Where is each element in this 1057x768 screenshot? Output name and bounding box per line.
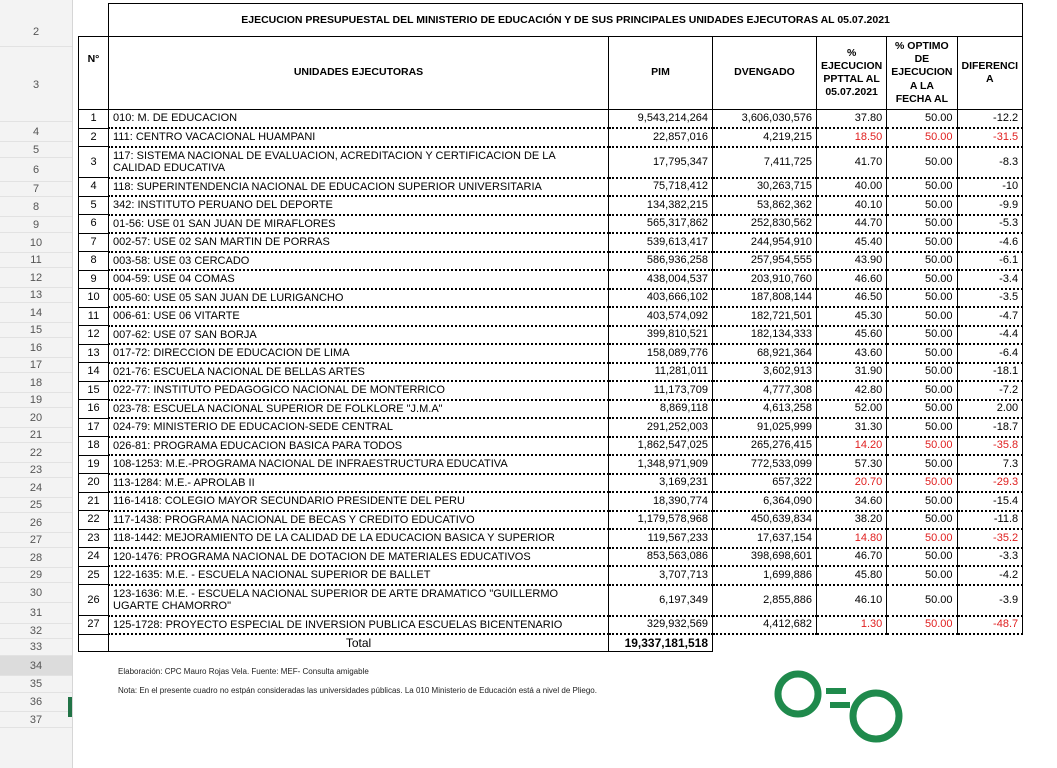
header-pct-optimo: % OPTIMO DE EJECUCION A LA FECHA AL: [887, 37, 957, 110]
pct-optimo-cell[interactable]: 50.00: [887, 511, 957, 530]
pct-ejecucion-cell[interactable]: 46.60: [817, 270, 887, 289]
row-number-cell[interactable]: 2: [79, 128, 109, 147]
pct-optimo-cell[interactable]: 50.00: [887, 585, 957, 616]
row-number-cell[interactable]: 24: [79, 548, 109, 567]
devengado-cell[interactable]: 4,777,308: [713, 381, 817, 400]
table-row: [79, 548, 1023, 567]
unit-name-cell[interactable]: 017-72: DIRECCION DE EDUCACION DE LIMA: [109, 344, 609, 363]
diferencia-cell[interactable]: -4.6: [957, 233, 1023, 252]
unit-name-cell[interactable]: 125-1728: PROYECTO ESPECIAL DE INVERSION PUBLICA ESCUELAS BICENTENARIO: [109, 616, 609, 635]
row-number[interactable]: 11: [0, 253, 72, 268]
diferencia-cell[interactable]: -35.8: [957, 437, 1023, 456]
devengado-cell[interactable]: 187,808,144: [713, 289, 817, 308]
row-number[interactable]: 20: [0, 408, 72, 428]
row-number-cell[interactable]: 18: [79, 437, 109, 456]
pct-ejecucion-cell[interactable]: 31.90: [817, 363, 887, 382]
row-number[interactable]: 15: [0, 323, 72, 338]
row-number[interactable]: 9: [0, 217, 72, 233]
devengado-cell[interactable]: 657,322: [713, 474, 817, 493]
total-label: Total: [109, 634, 609, 651]
total-blank-dev: [713, 634, 817, 651]
pim-cell[interactable]: 22,857,016: [609, 128, 713, 147]
row-number-cell[interactable]: 10: [79, 289, 109, 308]
pim-cell[interactable]: 438,004,537: [609, 270, 713, 289]
pim-cell[interactable]: 6,197,349: [609, 585, 713, 616]
pct-ejecucion-cell[interactable]: 46.10: [817, 585, 887, 616]
pct-optimo-cell[interactable]: 50.00: [887, 616, 957, 635]
row-number-cell[interactable]: 1: [79, 110, 109, 129]
table-row: [79, 252, 1023, 271]
pct-optimo-cell[interactable]: 50.00: [887, 233, 957, 252]
pct-ejecucion-cell[interactable]: 31.30: [817, 418, 887, 437]
pim-cell[interactable]: 586,936,258: [609, 252, 713, 271]
pct-optimo-cell[interactable]: 50.00: [887, 270, 957, 289]
pct-optimo-cell[interactable]: 50.00: [887, 418, 957, 437]
pct-optimo-cell[interactable]: 50.00: [887, 381, 957, 400]
pim-cell[interactable]: 539,613,417: [609, 233, 713, 252]
row-number-cell[interactable]: 9: [79, 270, 109, 289]
diferencia-cell[interactable]: -4.4: [957, 326, 1023, 345]
unit-name-cell[interactable]: 108-1253: M.E.-PROGRAMA NACIONAL DE INFRAESTRUCTURA EDUCATIVA: [109, 455, 609, 474]
devengado-cell[interactable]: 182,721,501: [713, 307, 817, 326]
pct-ejecucion-cell[interactable]: 43.90: [817, 252, 887, 271]
diferencia-cell[interactable]: -3.4: [957, 270, 1023, 289]
unit-name-cell[interactable]: 006-61: USE 06 VITARTE: [109, 307, 609, 326]
budget-table: [78, 3, 1023, 652]
pct-ejecucion-cell[interactable]: 45.40: [817, 233, 887, 252]
pim-cell[interactable]: 17,795,347: [609, 147, 713, 178]
row-number-cell[interactable]: 20: [79, 474, 109, 493]
diferencia-cell[interactable]: -48.7: [957, 616, 1023, 635]
pim-cell[interactable]: 1,179,578,968: [609, 511, 713, 530]
table-row: [79, 178, 1023, 197]
devengado-cell[interactable]: 398,698,601: [713, 548, 817, 567]
total-pim: 19,337,181,518: [609, 634, 713, 651]
unit-name-cell[interactable]: 024-79: MINISTERIO DE EDUCACION-SEDE CENTRAL: [109, 418, 609, 437]
table-row: [79, 289, 1023, 308]
pct-ejecucion-cell[interactable]: 44.70: [817, 215, 887, 234]
table-row: [79, 110, 1023, 129]
header-unidades: UNIDADES EJECUTORAS: [109, 37, 609, 110]
unit-name-cell[interactable]: 022-77: INSTITUTO PEDAGOGICO NACIONAL DE MONTERRICO: [109, 381, 609, 400]
row-number-cell[interactable]: 13: [79, 344, 109, 363]
row-number[interactable]: 21: [0, 428, 72, 443]
table-row: [79, 616, 1023, 635]
unit-name-cell[interactable]: 122-1635: M.E. - ESCUELA NACIONAL SUPERIOR DE BALLET: [109, 566, 609, 585]
devengado-cell[interactable]: 53,862,362: [713, 196, 817, 215]
row-number[interactable]: 12: [0, 268, 72, 288]
pct-ejecucion-cell[interactable]: 45.80: [817, 566, 887, 585]
devengado-cell[interactable]: 91,025,999: [713, 418, 817, 437]
unit-name-cell[interactable]: 111: CENTRO VACACIONAL HUAMPANI: [109, 128, 609, 147]
diferencia-cell[interactable]: -3.3: [957, 548, 1023, 567]
pim-cell[interactable]: 119,567,233: [609, 529, 713, 548]
pct-optimo-cell[interactable]: 50.00: [887, 289, 957, 308]
table-row: [79, 474, 1023, 493]
pim-cell[interactable]: 158,089,776: [609, 344, 713, 363]
row-number-cell[interactable]: 11: [79, 307, 109, 326]
table-row: [79, 215, 1023, 234]
row-number[interactable]: 29: [0, 568, 72, 583]
unit-name-cell[interactable]: 023-78: ESCUELA NACIONAL SUPERIOR DE FOLKLORE "J.M.A": [109, 400, 609, 419]
pim-cell[interactable]: 3,169,231: [609, 474, 713, 493]
devengado-cell[interactable]: 30,263,715: [713, 178, 817, 197]
pct-optimo-cell[interactable]: 50.00: [887, 110, 957, 129]
diferencia-cell[interactable]: -29.3: [957, 474, 1023, 493]
pct-optimo-cell[interactable]: 50.00: [887, 529, 957, 548]
unit-name-cell[interactable]: 01-56: USE 01 SAN JUAN DE MIRAFLORES: [109, 215, 609, 234]
header-diferencia: DIFERENCI A: [957, 37, 1023, 110]
unit-name-cell[interactable]: 007-62: USE 07 SAN BORJA: [109, 326, 609, 345]
table-row: [79, 344, 1023, 363]
devengado-cell[interactable]: 244,954,910: [713, 233, 817, 252]
unit-name-cell[interactable]: 003-58: USE 03 CERCADO: [109, 252, 609, 271]
pim-cell[interactable]: 11,173,709: [609, 381, 713, 400]
row-number[interactable]: 34: [0, 656, 72, 676]
diferencia-cell[interactable]: -4.7: [957, 307, 1023, 326]
row-number[interactable]: 7: [0, 182, 72, 197]
row-number[interactable]: 6: [0, 158, 72, 182]
pct-ejecucion-cell[interactable]: 18.50: [817, 128, 887, 147]
pim-cell[interactable]: 291,252,003: [609, 418, 713, 437]
pct-optimo-cell[interactable]: 50.00: [887, 455, 957, 474]
table-row: [79, 128, 1023, 147]
devengado-cell[interactable]: 17,637,154: [713, 529, 817, 548]
row-number-cell[interactable]: 19: [79, 455, 109, 474]
diferencia-cell[interactable]: -4.2: [957, 566, 1023, 585]
pim-cell[interactable]: 134,382,215: [609, 196, 713, 215]
table-row: [79, 363, 1023, 382]
total-blank: [79, 634, 109, 651]
pim-cell[interactable]: 403,574,092: [609, 307, 713, 326]
pim-cell[interactable]: 329,932,569: [609, 616, 713, 635]
table-row: [79, 492, 1023, 511]
diferencia-cell[interactable]: -10: [957, 178, 1023, 197]
row-number[interactable]: 33: [0, 639, 72, 656]
table-row: [79, 307, 1023, 326]
pct-ejecucion-cell[interactable]: 40.10: [817, 196, 887, 215]
pim-cell[interactable]: 9,543,214,264: [609, 110, 713, 129]
pct-optimo-cell[interactable]: 50.00: [887, 178, 957, 197]
devengado-cell[interactable]: 7,411,725: [713, 147, 817, 178]
row-number[interactable]: 37: [0, 712, 72, 728]
pim-cell[interactable]: 8,869,118: [609, 400, 713, 419]
diferencia-cell[interactable]: -8.3: [957, 147, 1023, 178]
table-row: [79, 418, 1023, 437]
row-number-cell[interactable]: 16: [79, 400, 109, 419]
row-number-cell[interactable]: 25: [79, 566, 109, 585]
diferencia-cell[interactable]: -18.7: [957, 418, 1023, 437]
row-number[interactable]: 27: [0, 533, 72, 548]
row-number[interactable]: 25: [0, 498, 72, 513]
row-number[interactable]: 31: [0, 603, 72, 624]
pct-ejecucion-cell[interactable]: 34.60: [817, 492, 887, 511]
header-pim: PIM: [609, 37, 713, 110]
table-row: [79, 381, 1023, 400]
header-pct-ejecucion: % EJECUCION PPTTAL AL 05.07.2021: [817, 37, 887, 110]
row-number-cell[interactable]: 8: [79, 252, 109, 271]
row-number[interactable]: 5: [0, 142, 72, 158]
devengado-cell[interactable]: 3,606,030,576: [713, 110, 817, 129]
pct-optimo-cell[interactable]: 50.00: [887, 474, 957, 493]
pct-optimo-cell[interactable]: 50.00: [887, 196, 957, 215]
row-number[interactable]: 19: [0, 393, 72, 408]
pct-ejecucion-cell[interactable]: 46.50: [817, 289, 887, 308]
row-number-cell[interactable]: 21: [79, 492, 109, 511]
devengado-cell[interactable]: 4,412,682: [713, 616, 817, 635]
pim-cell[interactable]: 1,348,971,909: [609, 455, 713, 474]
unit-name-cell[interactable]: 113-1284: M.E.- APROLAB II: [109, 474, 609, 493]
row-number[interactable]: 28: [0, 548, 72, 568]
pct-optimo-cell[interactable]: 50.00: [887, 400, 957, 419]
pct-ejecucion-cell[interactable]: 42.80: [817, 381, 887, 400]
pct-optimo-cell[interactable]: 50.00: [887, 307, 957, 326]
footnote: Nota: En el presente cuadro no estpán consideradas las universidades públicas. La 010 Ministerio de Educación está a nivel de Pliego.: [118, 686, 597, 695]
pct-ejecucion-cell[interactable]: 57.30: [817, 455, 887, 474]
header-devengado: DVENGADO: [713, 37, 817, 110]
diferencia-cell[interactable]: -6.1: [957, 252, 1023, 271]
source-note: Elaboración: CPC Mauro Rojas Vela. Fuente: MEF- Consulta amigable: [118, 667, 369, 676]
pct-optimo-cell[interactable]: 50.00: [887, 215, 957, 234]
pct-ejecucion-cell[interactable]: 45.30: [817, 307, 887, 326]
devengado-cell[interactable]: 772,533,099: [713, 455, 817, 474]
pct-optimo-cell[interactable]: 50.00: [887, 252, 957, 271]
row-number[interactable]: 36: [0, 693, 72, 712]
diferencia-cell[interactable]: -6.4: [957, 344, 1023, 363]
devengado-cell[interactable]: 4,219,215: [713, 128, 817, 147]
pct-optimo-cell[interactable]: 50.00: [887, 492, 957, 511]
devengado-cell[interactable]: 203,910,760: [713, 270, 817, 289]
row-number-cell[interactable]: 27: [79, 616, 109, 635]
diferencia-cell[interactable]: -9.9: [957, 196, 1023, 215]
pct-ejecucion-cell[interactable]: 1.30: [817, 616, 887, 635]
pct-optimo-cell[interactable]: 50.00: [887, 363, 957, 382]
pim-cell[interactable]: 11,281,011: [609, 363, 713, 382]
pct-optimo-cell[interactable]: 50.00: [887, 548, 957, 567]
pim-cell[interactable]: 853,563,086: [609, 548, 713, 567]
diferencia-cell[interactable]: -12.2: [957, 110, 1023, 129]
pct-optimo-cell[interactable]: 50.00: [887, 566, 957, 585]
devengado-cell[interactable]: 68,921,364: [713, 344, 817, 363]
row-number[interactable]: 4: [0, 122, 72, 142]
pim-cell[interactable]: 18,390,774: [609, 492, 713, 511]
unit-name-cell[interactable]: 002-57: USE 02 SAN MARTIN DE PORRAS: [109, 233, 609, 252]
row-number[interactable]: 22: [0, 443, 72, 463]
row-number-cell[interactable]: 12: [79, 326, 109, 345]
row-number[interactable]: 30: [0, 583, 72, 603]
row-number[interactable]: 26: [0, 513, 72, 533]
pct-ejecucion-cell[interactable]: 40.00: [817, 178, 887, 197]
pct-ejecucion-cell[interactable]: 38.20: [817, 511, 887, 530]
pct-ejecucion-cell[interactable]: 41.70: [817, 147, 887, 178]
unit-name-cell[interactable]: 116-1418: COLEGIO MAYOR SECUNDARIO PRESIDENTE DEL PERU: [109, 492, 609, 511]
unit-name-cell[interactable]: 021-76: ESCUELA NACIONAL DE BELLAS ARTES: [109, 363, 609, 382]
unit-name-cell[interactable]: 120-1476: PROGRAMA NACIONAL DE DOTACION DE MATERIALES EDUCATIVOS: [109, 548, 609, 567]
unit-name-cell[interactable]: 117-1438: PROGRAMA NACIONAL DE BECAS Y CREDITO EDUCATIVO: [109, 511, 609, 530]
row-number-cell[interactable]: 22: [79, 511, 109, 530]
table-row: [79, 233, 1023, 252]
unit-name-cell[interactable]: 123-1636: M.E. - ESCUELA NACIONAL SUPERIOR DE ARTE DRAMATICO "GUILLERMO UGARTE CHAMORRO": [109, 585, 609, 616]
pct-ejecucion-cell[interactable]: 46.70: [817, 548, 887, 567]
row-number[interactable]: 17: [0, 358, 72, 373]
o-equals-o-logo-icon: [774, 666, 914, 746]
row-number-cell[interactable]: 4: [79, 178, 109, 197]
devengado-cell[interactable]: 265,276,415: [713, 437, 817, 456]
diferencia-cell[interactable]: -31.5: [957, 128, 1023, 147]
row-header-column: [0, 0, 73, 768]
table-title: EJECUCION PRESUPUESTAL DEL MINISTERIO DE EDUCACIÓN Y DE SUS PRINCIPALES UNIDADES EJECUTORAS AL 05.07.2021: [109, 4, 1023, 37]
table-row: [79, 326, 1023, 345]
diferencia-cell[interactable]: -15.4: [957, 492, 1023, 511]
pim-cell[interactable]: 403,666,102: [609, 289, 713, 308]
diferencia-cell[interactable]: -5.3: [957, 215, 1023, 234]
row-number[interactable]: 16: [0, 338, 72, 358]
row-number[interactable]: 18: [0, 373, 72, 393]
row-number[interactable]: 32: [0, 624, 72, 639]
devengado-cell[interactable]: 1,699,886: [713, 566, 817, 585]
table-row: [79, 566, 1023, 585]
devengado-cell[interactable]: 3,602,913: [713, 363, 817, 382]
pct-optimo-cell[interactable]: 50.00: [887, 344, 957, 363]
devengado-cell[interactable]: 6,364,090: [713, 492, 817, 511]
row-number-cell[interactable]: 5: [79, 196, 109, 215]
row-number[interactable]: 13: [0, 288, 72, 303]
table-row: [79, 196, 1023, 215]
pim-cell[interactable]: 565,317,862: [609, 215, 713, 234]
pct-optimo-cell[interactable]: 50.00: [887, 437, 957, 456]
pim-cell[interactable]: 399,810,521: [609, 326, 713, 345]
selected-row-indicator: [68, 697, 72, 717]
table-row: [79, 585, 1023, 616]
devengado-cell[interactable]: 2,855,886: [713, 585, 817, 616]
unit-name-cell[interactable]: 026-81: PROGRAMA EDUCACION BASICA PARA TODOS: [109, 437, 609, 456]
diferencia-cell[interactable]: -18.1: [957, 363, 1023, 382]
row-number[interactable]: 3: [0, 49, 72, 122]
row-number-cell[interactable]: 7: [79, 233, 109, 252]
diferencia-cell[interactable]: 7.3: [957, 455, 1023, 474]
row-number-cell[interactable]: 3: [79, 147, 109, 178]
pct-ejecucion-cell[interactable]: 14.80: [817, 529, 887, 548]
pim-cell[interactable]: 1,862,547,025: [609, 437, 713, 456]
row-number-cell[interactable]: 26: [79, 585, 109, 616]
devengado-cell[interactable]: 257,954,555: [713, 252, 817, 271]
unit-name-cell[interactable]: 005-60: USE 05 SAN JUAN DE LURIGANCHO: [109, 289, 609, 308]
row-number[interactable]: 10: [0, 233, 72, 253]
unit-name-cell[interactable]: 004-59: USE 04 COMAS: [109, 270, 609, 289]
table-row: [79, 270, 1023, 289]
pct-ejecucion-cell[interactable]: 20.70: [817, 474, 887, 493]
diferencia-cell[interactable]: -3.5: [957, 289, 1023, 308]
unit-name-cell[interactable]: 342: INSTITUTO PERUANO DEL DEPORTE: [109, 196, 609, 215]
table-row: [79, 511, 1023, 530]
diferencia-cell[interactable]: -7.2: [957, 381, 1023, 400]
diferencia-cell[interactable]: -3.9: [957, 585, 1023, 616]
row-number-cell[interactable]: 14: [79, 363, 109, 382]
pim-cell[interactable]: 3,707,713: [609, 566, 713, 585]
devengado-cell[interactable]: 252,830,562: [713, 215, 817, 234]
row-number-cell[interactable]: 17: [79, 418, 109, 437]
pct-ejecucion-cell[interactable]: 37.80: [817, 110, 887, 129]
diferencia-cell[interactable]: -11.8: [957, 511, 1023, 530]
pct-ejecucion-cell[interactable]: 52.00: [817, 400, 887, 419]
unit-name-cell[interactable]: 118: SUPERINTENDENCIA NACIONAL DE EDUCACION SUPERIOR UNIVERSITARIA: [109, 178, 609, 197]
row-number[interactable]: 2: [0, 18, 72, 47]
devengado-cell[interactable]: 182,134,333: [713, 326, 817, 345]
pct-optimo-cell[interactable]: 50.00: [887, 326, 957, 345]
row-number-cell[interactable]: 15: [79, 381, 109, 400]
row-number[interactable]: 8: [0, 197, 72, 217]
table-row: [79, 455, 1023, 474]
table-row: [79, 400, 1023, 419]
row-number[interactable]: 23: [0, 463, 72, 478]
unit-name-cell[interactable]: 010: M. DE EDUCACION: [109, 110, 609, 129]
unit-name-cell[interactable]: 117: SISTEMA NACIONAL DE EVALUACION, ACREDITACION Y CERTIFICACION DE LA CALIDAD EDUCATIVA: [109, 147, 609, 178]
pct-ejecucion-cell[interactable]: 14.20: [817, 437, 887, 456]
pct-ejecucion-cell[interactable]: 43.60: [817, 344, 887, 363]
row-number[interactable]: 24: [0, 478, 72, 498]
pct-optimo-cell[interactable]: 50.00: [887, 128, 957, 147]
unit-name-cell[interactable]: 118-1442: MEJORAMIENTO DE LA CALIDAD DE LA EDUCACION BASICA Y SUPERIOR: [109, 529, 609, 548]
table-row: [79, 147, 1023, 178]
row-number[interactable]: 35: [0, 676, 72, 693]
diferencia-cell[interactable]: -35.2: [957, 529, 1023, 548]
table-row: [79, 437, 1023, 456]
table-row: [79, 529, 1023, 548]
blank-cell: [79, 4, 109, 37]
row-number[interactable]: 14: [0, 303, 72, 323]
diferencia-cell[interactable]: 2.00: [957, 400, 1023, 419]
pct-ejecucion-cell[interactable]: 45.60: [817, 326, 887, 345]
header-n: N°: [79, 37, 109, 110]
row-number-cell[interactable]: 23: [79, 529, 109, 548]
devengado-cell[interactable]: 450,639,834: [713, 511, 817, 530]
devengado-cell[interactable]: 4,613,258: [713, 400, 817, 419]
pim-cell[interactable]: 75,718,412: [609, 178, 713, 197]
row-number-cell[interactable]: 6: [79, 215, 109, 234]
pct-optimo-cell[interactable]: 50.00: [887, 147, 957, 178]
